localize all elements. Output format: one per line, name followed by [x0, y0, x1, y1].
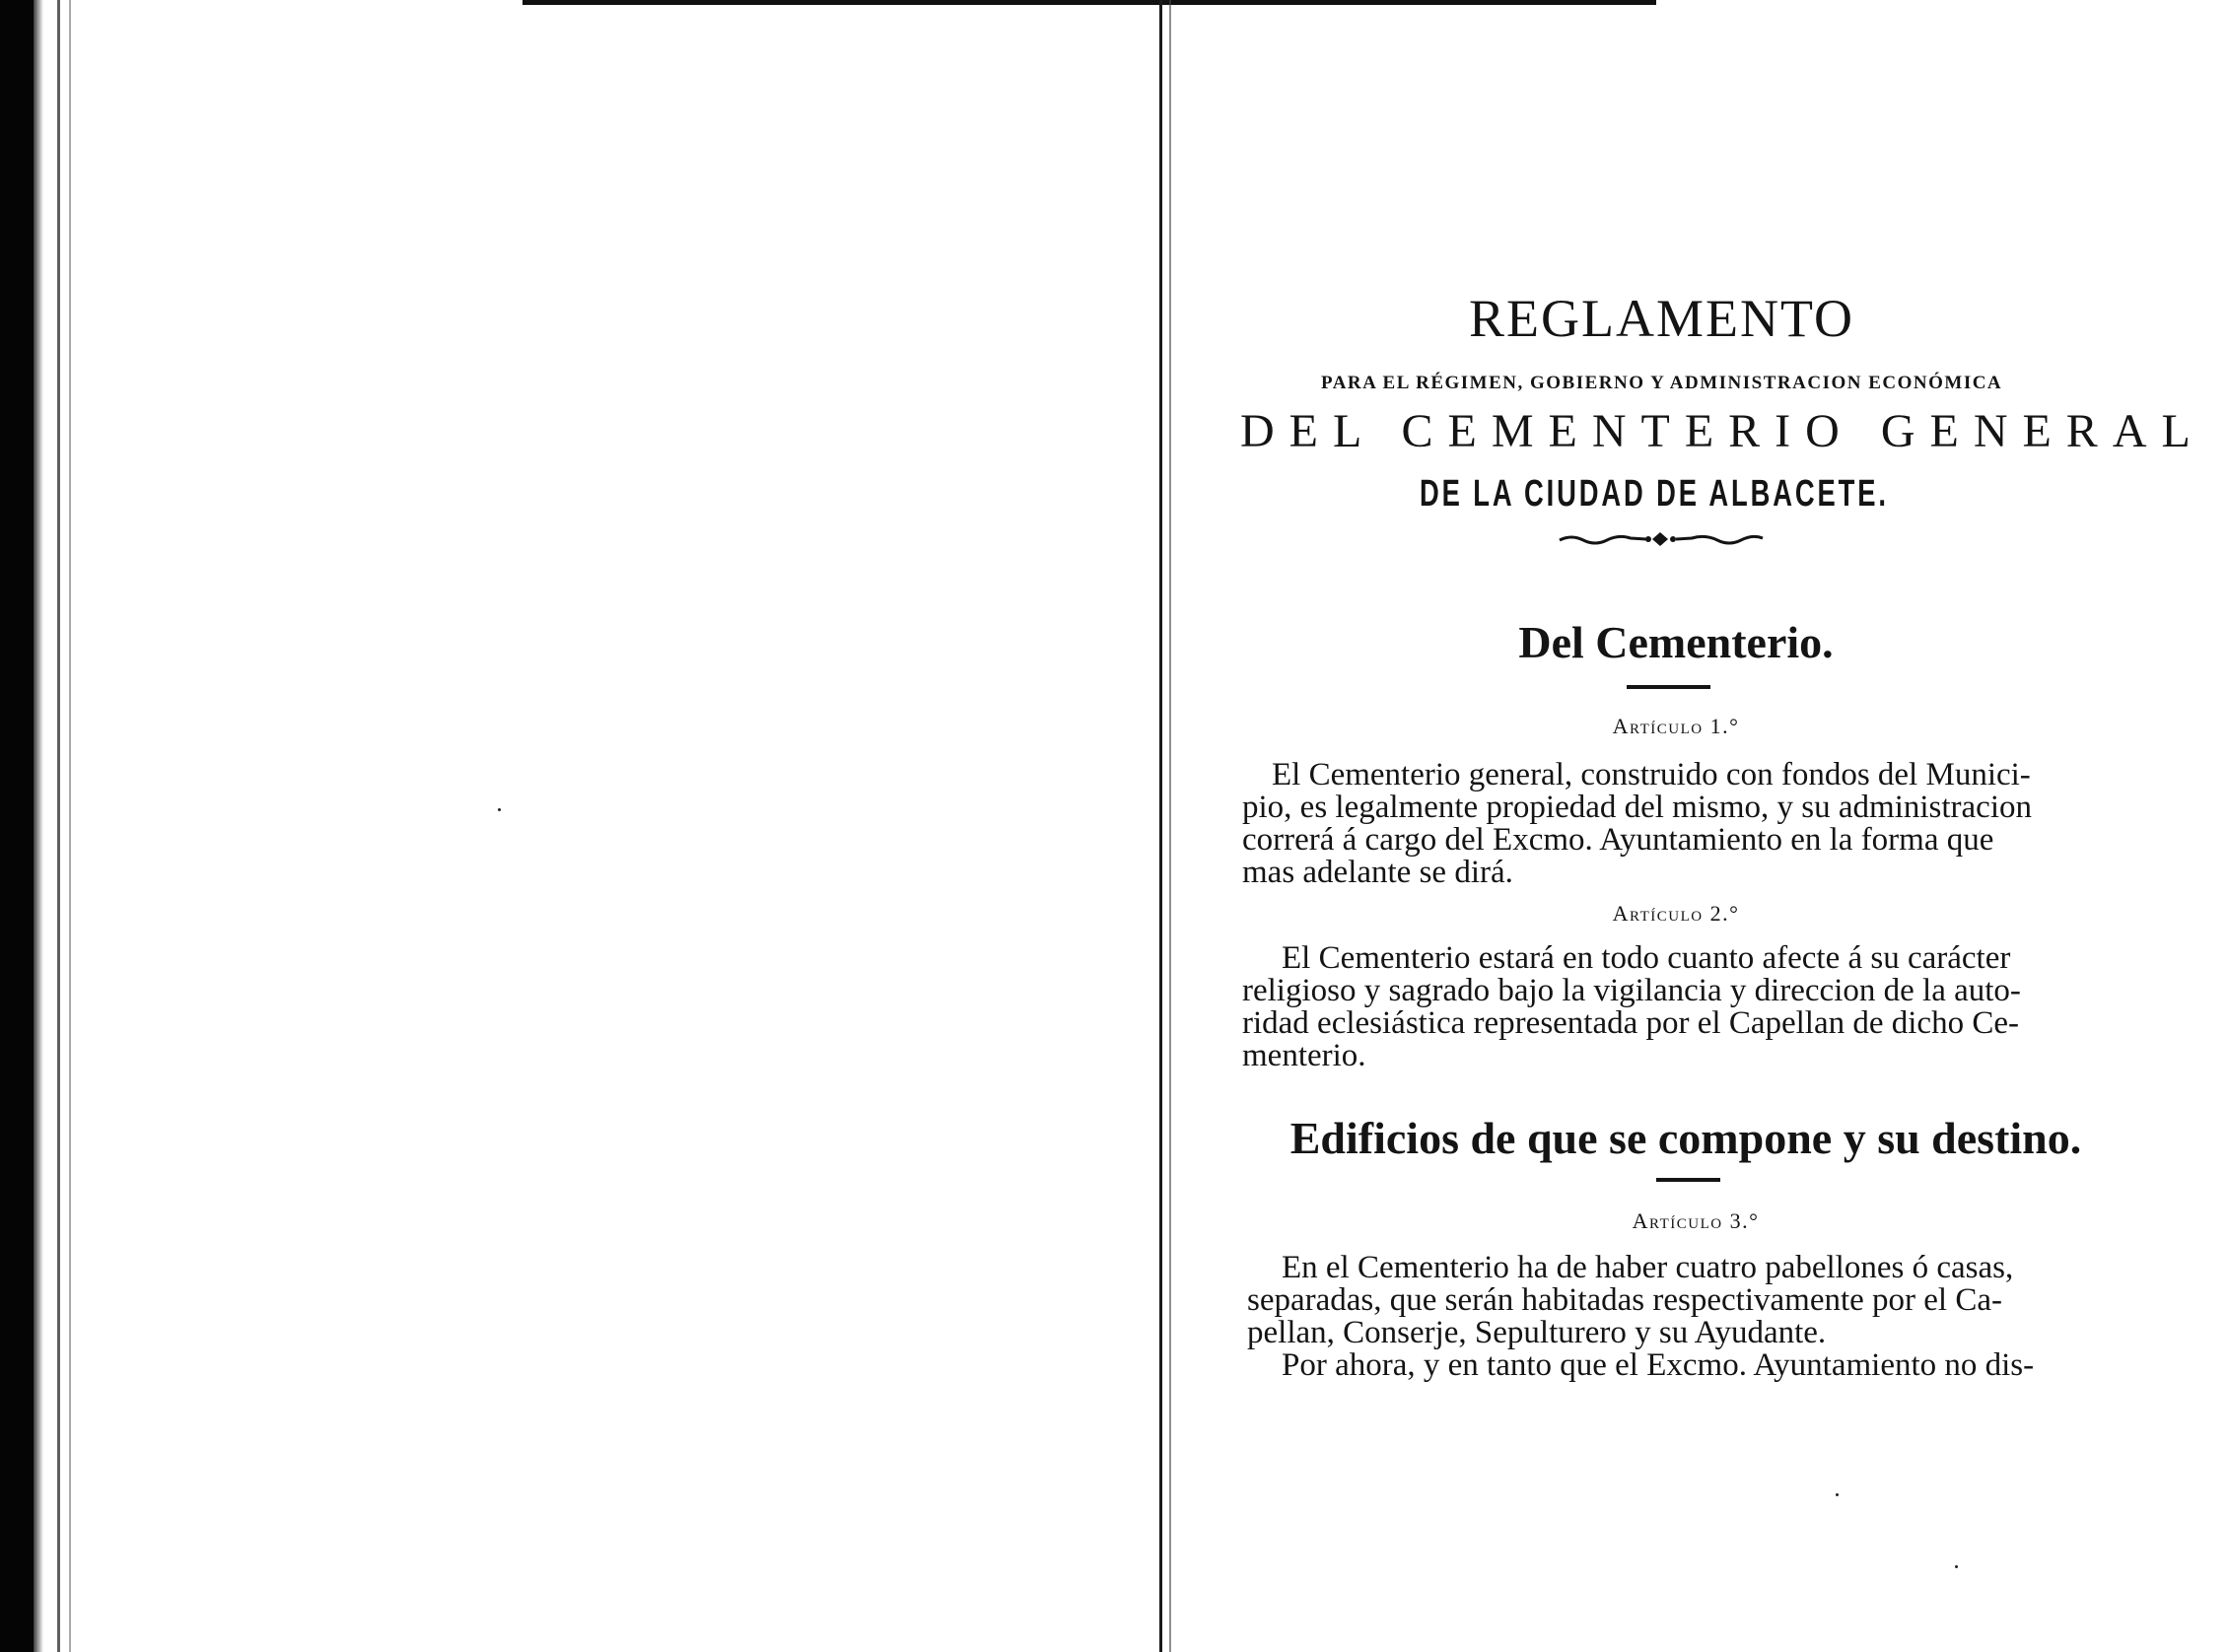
section-rule: [1656, 1178, 1720, 1182]
paragraph-line: pellan, Conserje, Sepulturero y su Ayudante.: [1247, 1315, 1827, 1350]
paragraph-line: pio, es legalmente propiedad del mismo, y su administracion: [1242, 790, 2032, 825]
paragraph-line: religioso y sagrado bajo la vigilancia y direccion de la auto-: [1242, 973, 2021, 1008]
scan-speck: [1836, 1493, 1839, 1496]
scan-speck: [498, 808, 501, 811]
page-edge-line: [69, 0, 71, 1652]
section-rule: [1627, 685, 1710, 689]
paragraph-line: El Cementerio general, construido con fondos del Munici-: [1272, 757, 2031, 792]
document-title: REGLAMENTO: [1469, 289, 1854, 348]
paragraph-line: ridad eclesiástica representada por el Capellan de dicho Ce-: [1242, 1005, 2019, 1041]
document-title-line-3: DE LA CIUDAD DE ALBACETE.: [1420, 473, 1889, 515]
scan-dark-edge: [0, 0, 34, 1652]
document-title-line-2: DEL CEMENTERIO GENERAL: [1240, 405, 2205, 457]
paragraph-line: El Cementerio estará en todo cuanto afecte á su carácter: [1282, 940, 2011, 976]
scan-speck: [1955, 1565, 1958, 1568]
article-label: Artículo 1.°: [1612, 714, 1740, 738]
document-subtitle: PARA EL RÉGIMEN, GOBIERNO Y ADMINISTRACION ECONÓMICA: [1321, 373, 2003, 393]
section-heading: Edificios de que se compone y su destino.: [1289, 1113, 2082, 1163]
article-paragraph: [1242, 942, 2100, 1072]
paragraph-line: En el Cementerio ha de haber cuatro pabellones ó casas,: [1282, 1250, 2014, 1285]
paragraph-line: Por ahora, y en tanto que el Excmo. Ayuntamiento no dis-: [1282, 1347, 2035, 1383]
article-label: Artículo 3.°: [1632, 1208, 1760, 1233]
page-edge-line: [57, 0, 60, 1652]
book-gutter-line: [1159, 0, 1162, 1652]
paragraph-line: separadas, que serán habitadas respectivamente por el Ca-: [1247, 1282, 2002, 1318]
paragraph-line: mas adelante se dirá.: [1242, 855, 1513, 890]
paragraph-line: correrá á cargo del Excmo. Ayuntamiento en la forma que: [1242, 822, 1994, 858]
paragraph-line: menterio.: [1242, 1038, 1366, 1073]
scan-edge-shadow: [34, 0, 43, 1652]
article-label: Artículo 2.°: [1612, 901, 1740, 926]
ornament-divider: [1558, 524, 1765, 554]
article-paragraph: [1242, 759, 2100, 889]
scan-top-edge: [522, 0, 1656, 5]
section-heading: Del Cementerio.: [1518, 617, 1834, 667]
book-gutter-line: [1169, 0, 1171, 1652]
article-paragraph: [1247, 1252, 2105, 1382]
